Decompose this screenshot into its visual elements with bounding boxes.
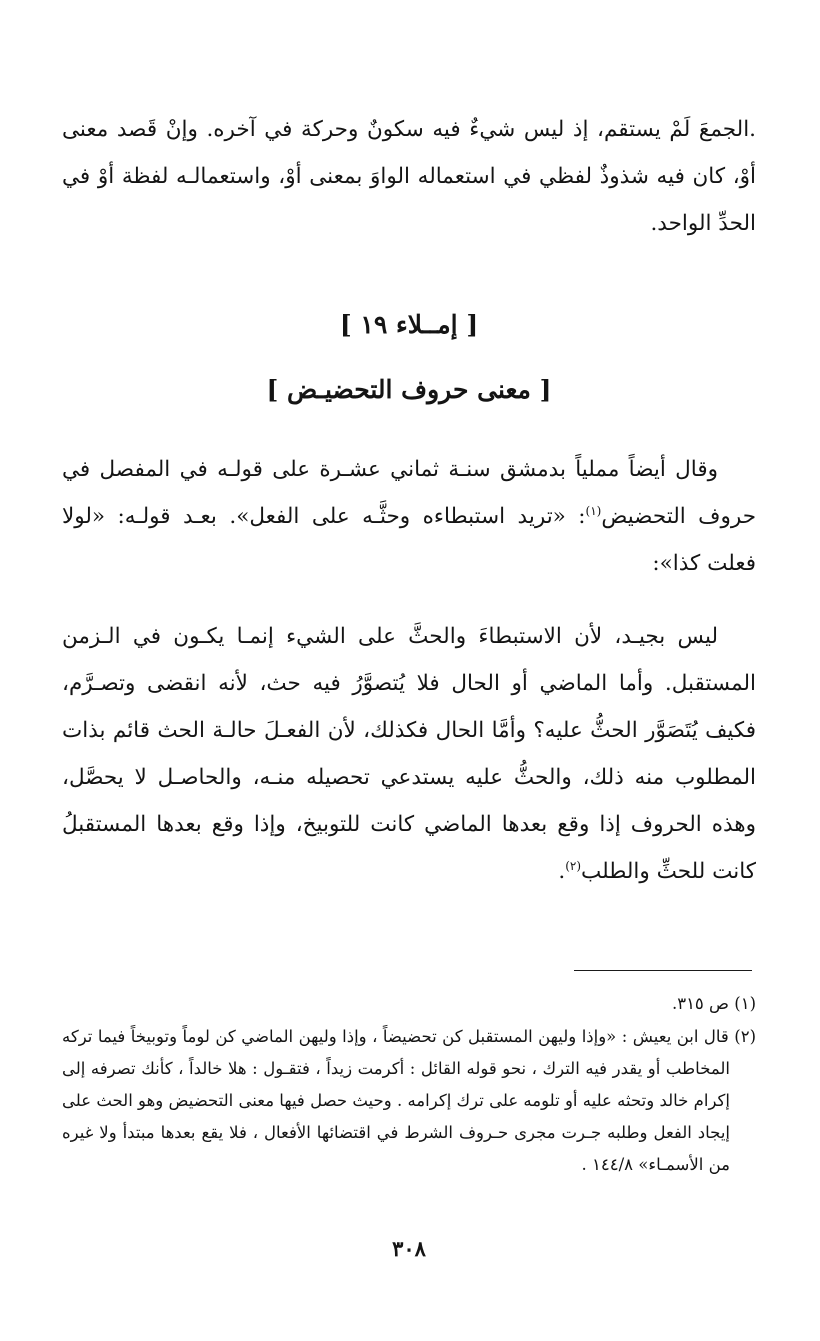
dictation-heading: [ إمــلاء ١٩ ] bbox=[339, 310, 479, 339]
paragraph-quote bbox=[62, 446, 756, 587]
footnote-separator bbox=[574, 970, 752, 971]
paragraph-commentary-end: . bbox=[558, 859, 566, 884]
paragraph-commentary-text: ليس بجيـد، لأن الاستبطاءَ والحثَّ على الشيء إنمـا يكـون في الـزمن المستقبل. وأما الماضي أو الحال فلا يُتصوَّرُ فيه حث، لأنه انقضى وتصـرَّم، فكيف يُتَصَوَّر الحثُّ عليه؟ وأمَّا الحال فكذلك، لأن الفعـلَ حالـة الحث قائم بذات المطلوب منه ذلك، والحثُّ عليه يستدعي تحصيله منـه، والحاصـل لا يحصَّل، وهذه الحروف إذا وقع بعدها الماضي كانت للتوبيخ، وإذا وقع بعدها المستقبلُ كانت للحثِّ والطلب bbox=[62, 624, 756, 884]
footnote-ref-1[interactable]: (١) bbox=[585, 503, 602, 518]
footnote-2: (٢) قال ابن يعيش : «وإذا وليهن المستقبل كن تحضيضاً ، وإذا وليهن الماضي كن لوماً وتوبيخاً فيما تركه المخاطب أو يقدر فيه الترك ، نحو قوله القائل : أكرمت زيداً ، فتقـول : هلا خالداً ، كأنك تصرفه إلى إكرام خالد وتحثه عليه أو تلومه على ترك إكرامه . وحيث حصل فيها معنى التحضيض وهو الحث على إيجاد الفعل وطلبه جـرت مجرى حـروف الشرط في اقتضائها الأفعال ، فلا يقع بعدها مبتدأ ولا غيره من الأسمـاء» ١٤٤/٨ . bbox=[62, 1027, 756, 1174]
paragraph-commentary bbox=[62, 613, 756, 895]
footnote-ref-2[interactable]: (٢) bbox=[565, 858, 582, 873]
paragraph-quote-text: وقال أيضاً مملياً بدمشق سنـة ثماني عشـرة على قولـه في المفصل في حروف التحضيض bbox=[62, 457, 756, 529]
page-number: ٣٠٨ bbox=[392, 1236, 426, 1261]
section-title: [ معنى حروف التحضيـض ] bbox=[266, 375, 552, 404]
footnote-1: (١) ص ٣١٥. bbox=[671, 994, 756, 1013]
paragraph-quote-text-cont: : «تريد استبطاءه وحثَّـه على الفعل». بعـد قولـه: «لولا فعلت كذا»: bbox=[62, 504, 756, 576]
book-page bbox=[62, 0, 756, 1341]
paragraph-intro: .الجمعَ لَمْ يستقم، إذ ليس شيءٌ فيه سكونٌ وحركة في آخره. وإنْ قَصد معنى أوْ، كان فيه شذوذٌ لفظي في استعماله الواوَ بمعنى أوْ، واستعمالـه لفظة أوْ في الحدِّ الواحد. bbox=[62, 117, 756, 236]
